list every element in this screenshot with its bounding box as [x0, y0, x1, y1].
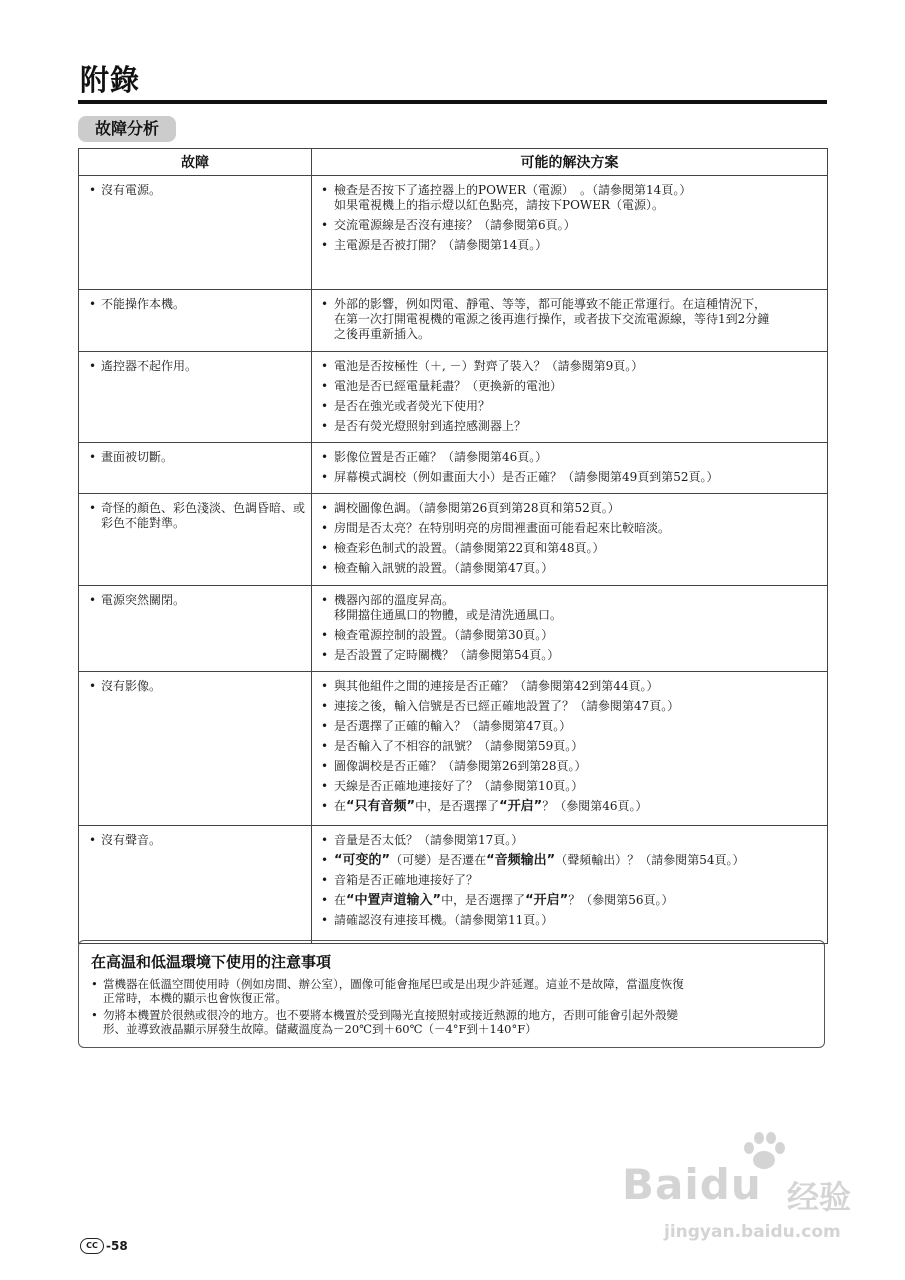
problem-text: • 沒有聲音。 — [87, 833, 305, 848]
solution-list — [320, 297, 821, 342]
table-row — [79, 494, 828, 586]
solution-item: • 檢查輸入訊號的設置。（請參閱第47頁。） — [320, 561, 821, 576]
solution-line: • 外部的影響，例如閃電、靜電、等等，都可能導致不能正常運行。在這種情況下， — [334, 297, 767, 311]
notice-line: • 勿將本機置於很熱或很冷的地方。也不要將本機置於受到陽光直接照射或接近熱源的地方，否則可能會引起外殼變 — [103, 1008, 678, 1022]
solution-item — [320, 893, 821, 908]
solution-line: 之後再重新插入。 — [334, 327, 431, 341]
text-segment: 中，是否選擇了 — [415, 799, 500, 813]
notice-list — [91, 977, 810, 1036]
solution-item: • 影像位置是否正確？（請參閱第46頁。） — [320, 450, 821, 465]
table-row — [79, 586, 828, 672]
notice-line: 正常時，本機的顯示也會恢復正常。 — [103, 991, 287, 1005]
solution-item: • 主電源是否被打開？（請參閱第14頁。） — [320, 238, 821, 253]
watermark-brand: Baidu — [622, 1160, 762, 1209]
notice-title: 在高温和低温環境下使用的注意事項 — [91, 953, 332, 971]
solution-line: 如果電視機上的指示燈以紅色點亮，請按下POWER（電源）。 — [334, 198, 665, 212]
solution-item: • 是否選擇了正確的輸入？（請參閱第47頁。） — [320, 719, 821, 734]
solution-item: • 請確認沒有連接耳機。（請參閱第11頁。） — [320, 913, 821, 928]
solution-item: • 檢查彩色制式的設置。（請參閱第22頁和第48頁。） — [320, 541, 821, 556]
solution-item: • 是否有熒光燈照射到遙控感測器上？ — [320, 419, 821, 434]
text-segment: （聲頻輸出）？（請參閱第54頁。） — [555, 853, 745, 867]
text-segment: 在 — [334, 893, 347, 907]
solution-item: • 圖像調校是否正確？（請參閱第26到第28頁。） — [320, 759, 821, 774]
table-row — [79, 672, 828, 826]
solution-item: • 天線是否正確地連接好了？（請參閱第10頁。） — [320, 779, 821, 794]
watermark-url: jingyan.baidu.com — [664, 1222, 841, 1242]
text-segment: 中，是否選擇了 — [441, 893, 526, 907]
page-title: 附錄 — [80, 63, 141, 97]
problem-text: • 畫面被切斷。 — [87, 450, 305, 465]
notice-item — [91, 977, 810, 1005]
header-problem: 故障 — [79, 149, 312, 176]
table-row — [79, 443, 828, 494]
keyword-on: “开启” — [499, 799, 543, 814]
problem-text: • 沒有電源。 — [87, 183, 305, 198]
problem-text: • 沒有影像。 — [87, 679, 305, 694]
text-segment: ？（參閱第46頁。） — [542, 799, 648, 813]
solution-item: • 連接之後，輸入信號是否已經正確地設置了？（請參閱第47頁。） — [320, 699, 821, 714]
text-segment: ？（參閱第56頁。） — [568, 893, 674, 907]
title-rule — [78, 100, 827, 104]
solution-list — [320, 183, 821, 253]
table-row — [79, 352, 828, 443]
solution-list — [320, 593, 821, 663]
table-header-row — [79, 149, 828, 176]
table-row — [79, 176, 828, 290]
section-title: 故障分析 — [78, 116, 176, 142]
solution-item: • 音量是否太低？（請參閱第17頁。） — [320, 833, 821, 848]
solution-item: • 是否在強光或者熒光下使用？ — [320, 399, 821, 414]
solution-line: 在第一次打開電視機的電源之後再進行操作，或者拔下交流電源線，等待1到2分鐘 — [334, 312, 770, 326]
solution-item: • 調校圖像色調。（請參閱第26頁到第28頁和第52頁。） — [320, 501, 821, 516]
solution-item — [320, 183, 821, 213]
solution-item — [320, 297, 821, 342]
troubleshooting-table — [78, 148, 828, 944]
solution-list — [320, 359, 821, 434]
solution-item: • 音箱是否正確地連接好了？ — [320, 873, 821, 888]
language-badge-icon: CC — [80, 1238, 104, 1254]
notice-item — [91, 1008, 810, 1036]
solution-item: • 檢查電源控制的設置。（請參閱第30頁。） — [320, 628, 821, 643]
table-row — [79, 826, 828, 944]
notice-line: • 當機器在低溫空間使用時（例如房間、辦公室），圖像可能會拖尾巴或是出現少許延遲。這並不是故障，當溫度恢復 — [103, 977, 684, 991]
solution-line: 移開擋住通風口的物體，或是清洗通風口。 — [334, 608, 563, 622]
notice-line: 形、並導致液晶顯示屏發生故障。儲藏溫度為－20℃到＋60℃（－4°F到＋140°F） — [103, 1022, 537, 1036]
solution-item: • 與其他組件之間的連接是否正確？（請參閱第42到第44頁。） — [320, 679, 821, 694]
keyword-audio-only: “只有音频” — [346, 799, 416, 814]
solution-item — [320, 593, 821, 623]
solution-item: • 電池是否已經電量耗盡？（更換新的電池） — [320, 379, 821, 394]
solution-list — [320, 833, 821, 928]
page-number: -58 — [106, 1239, 128, 1253]
solution-item — [320, 853, 821, 868]
baidu-watermark — [622, 1128, 872, 1253]
solution-list — [320, 501, 821, 576]
solution-item: • 電池是否按極性（＋, －）對齊了裝入？（請參閱第9頁。） — [320, 359, 821, 374]
solution-item — [320, 799, 821, 814]
keyword-center-input: “中置声道输入” — [346, 893, 442, 908]
problem-text: • 遙控器不起作用。 — [87, 359, 305, 374]
solution-line: • 檢查是否按下了遙控器上的POWER（電源） 。（請參閱第14頁。） — [334, 183, 692, 197]
solution-item: • 屏幕模式調校（例如畫面大小）是否正確？（請參閱第49頁到第52頁。） — [320, 470, 821, 485]
keyword-variable: “可变的” — [334, 853, 391, 868]
keyword-on: “开启” — [525, 893, 569, 908]
header-solution: 可能的解決方案 — [312, 149, 828, 176]
text-segment: （可變）是否遷在 — [390, 853, 487, 867]
page-footer — [80, 1238, 128, 1254]
keyword-audio-output: “音频输出” — [486, 853, 556, 868]
solution-list — [320, 450, 821, 485]
temperature-notice-box — [78, 940, 825, 1048]
solution-item: • 房間是否太亮？在特別明亮的房間裡畫面可能看起來比較暗淡。 — [320, 521, 821, 536]
solution-item: • 是否設置了定時關機？（請參閱第54頁。） — [320, 648, 821, 663]
solution-line: • 機器內部的溫度昇高。 — [334, 593, 455, 607]
problem-text: • 不能操作本機。 — [87, 297, 305, 312]
problem-text: • 電源突然關閉。 — [87, 593, 305, 608]
problem-text: • 奇怪的顏色、彩色淺淡、色調昏暗、或彩色不能對準。 — [87, 501, 305, 531]
text-segment: 在 — [334, 799, 347, 813]
table-row — [79, 290, 828, 352]
watermark-label: 经验 — [787, 1178, 852, 1216]
solution-item: • 是否輸入了不相容的訊號？（請參閱第59頁。） — [320, 739, 821, 754]
solution-item: • 交流電源線是否沒有連接？（請參閱第6頁。） — [320, 218, 821, 233]
solution-list — [320, 679, 821, 814]
